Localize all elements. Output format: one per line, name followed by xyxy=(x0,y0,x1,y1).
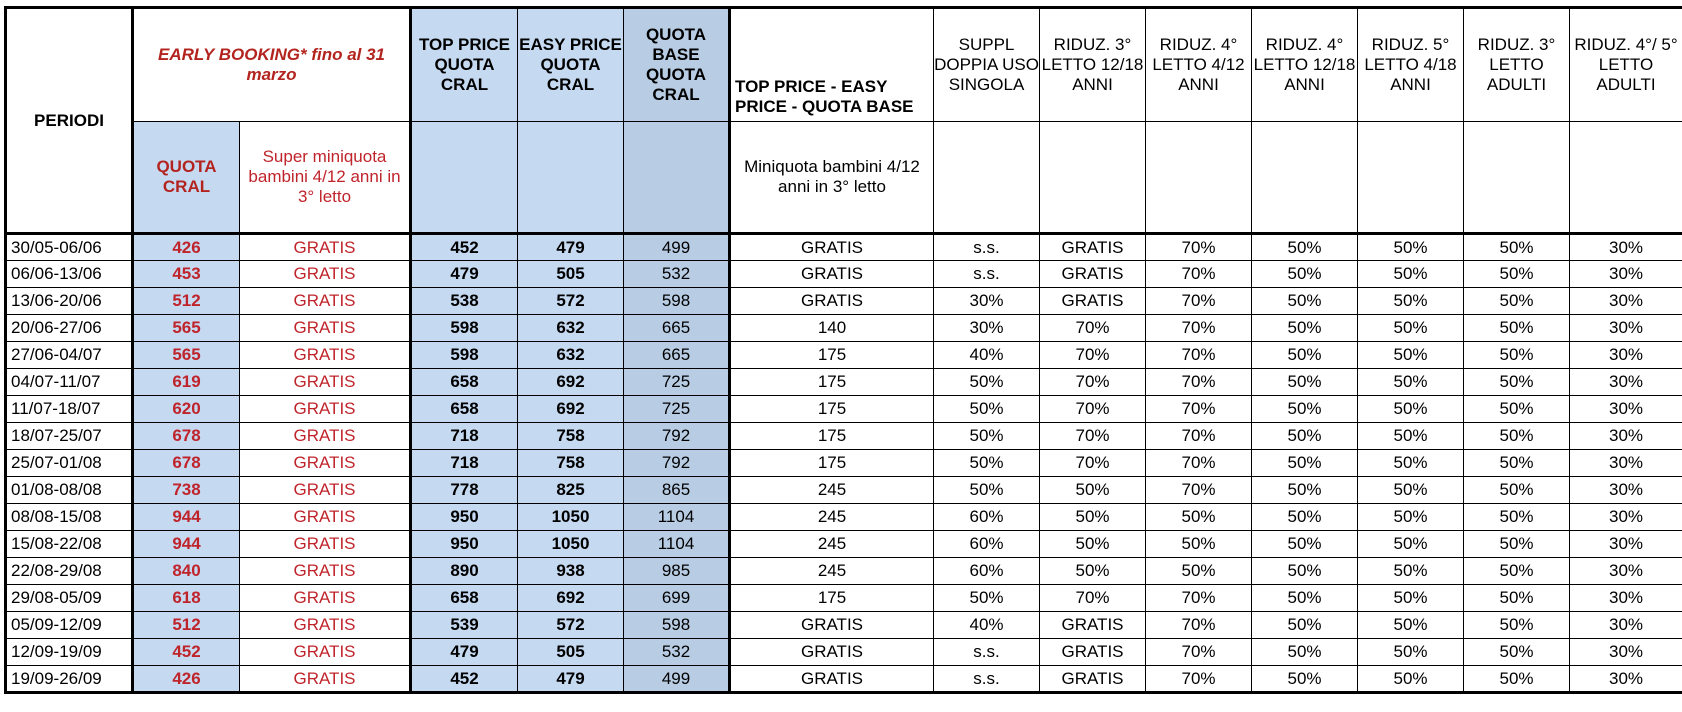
cell-riduz-3-adulti: 50% xyxy=(1464,315,1570,342)
cell-top-price: 890 xyxy=(411,558,518,585)
cell-riduz-5-418: 50% xyxy=(1358,369,1464,396)
cell-riduz-3-1218: 50% xyxy=(1040,531,1146,558)
cell-riduz-4-1218: 50% xyxy=(1252,639,1358,666)
cell-riduz-3-adulti: 50% xyxy=(1464,342,1570,369)
blank-cell xyxy=(1464,122,1570,234)
cell-super-miniquota: GRATIS xyxy=(240,612,411,639)
table-row xyxy=(6,585,1682,612)
cell-easy-price: 758 xyxy=(518,423,624,450)
cell-riduz-4-412: 70% xyxy=(1146,423,1252,450)
cell-easy-price: 505 xyxy=(518,639,624,666)
cell-quota-cral: 678 xyxy=(133,423,240,450)
cell-miniquota: 175 xyxy=(730,450,934,477)
cell-riduz-5-418: 50% xyxy=(1358,612,1464,639)
cell-top-price: 539 xyxy=(411,612,518,639)
col-header-riduz-5-418: RIDUZ. 5° LETTO 4/18 ANNI xyxy=(1358,8,1464,122)
col-header-easy-price: EASY PRICE QUOTA CRAL xyxy=(518,8,624,122)
cell-quota-base: 1104 xyxy=(624,504,730,531)
col-header-miniquota: Miniquota bambini 4/12 anni in 3° letto xyxy=(730,122,934,234)
cell-riduz-3-adulti: 50% xyxy=(1464,558,1570,585)
cell-top-price: 598 xyxy=(411,315,518,342)
cell-miniquota: GRATIS xyxy=(730,234,934,261)
cell-periodo: 06/06-13/06 xyxy=(6,261,133,288)
table-row xyxy=(6,423,1682,450)
cell-quota-base: 665 xyxy=(624,315,730,342)
cell-riduz-3-1218: GRATIS xyxy=(1040,234,1146,261)
cell-riduz-3-1218: 70% xyxy=(1040,396,1146,423)
cell-periodo: 27/06-04/07 xyxy=(6,342,133,369)
table-row xyxy=(6,558,1682,585)
cell-riduz-45-adulti: 30% xyxy=(1570,558,1682,585)
cell-quota-base: 499 xyxy=(624,666,730,693)
blank-cell xyxy=(934,122,1040,234)
cell-riduz-3-adulti: 50% xyxy=(1464,234,1570,261)
cell-riduz-45-adulti: 30% xyxy=(1570,477,1682,504)
cell-easy-price: 692 xyxy=(518,369,624,396)
cell-riduz-45-adulti: 30% xyxy=(1570,612,1682,639)
cell-riduz-3-1218: GRATIS xyxy=(1040,261,1146,288)
cell-quota-base: 532 xyxy=(624,639,730,666)
cell-riduz-4-1218: 50% xyxy=(1252,612,1358,639)
cell-riduz-4-412: 70% xyxy=(1146,342,1252,369)
col-header-periodi: PERIODI xyxy=(6,8,133,234)
cell-riduz-4-412: 70% xyxy=(1146,396,1252,423)
col-header-quota-cral: QUOTA CRAL xyxy=(133,122,240,234)
cell-suppl-doppia: s.s. xyxy=(934,639,1040,666)
table-row xyxy=(6,288,1682,315)
cell-riduz-45-adulti: 30% xyxy=(1570,450,1682,477)
blank-cell xyxy=(1040,122,1146,234)
cell-quota-base: 699 xyxy=(624,585,730,612)
table-row xyxy=(6,315,1682,342)
cell-super-miniquota: GRATIS xyxy=(240,585,411,612)
cell-riduz-5-418: 50% xyxy=(1358,261,1464,288)
cell-periodo: 22/08-29/08 xyxy=(6,558,133,585)
cell-riduz-5-418: 50% xyxy=(1358,288,1464,315)
cell-riduz-3-1218: 70% xyxy=(1040,369,1146,396)
cell-easy-price: 572 xyxy=(518,612,624,639)
cell-suppl-doppia: 60% xyxy=(934,531,1040,558)
cell-riduz-3-1218: GRATIS xyxy=(1040,639,1146,666)
cell-riduz-4-1218: 50% xyxy=(1252,450,1358,477)
col-header-super-miniquota: Super miniquota bambini 4/12 anni in 3° letto xyxy=(240,122,411,234)
cell-riduz-4-1218: 50% xyxy=(1252,234,1358,261)
cell-riduz-3-1218: GRATIS xyxy=(1040,612,1146,639)
cell-miniquota: 140 xyxy=(730,315,934,342)
col-header-suppl-doppia: SUPPL DOPPIA USO SINGOLA xyxy=(934,8,1040,122)
cell-quota-base: 865 xyxy=(624,477,730,504)
cell-riduz-4-412: 70% xyxy=(1146,612,1252,639)
cell-riduz-5-418: 50% xyxy=(1358,234,1464,261)
blank-cell xyxy=(1358,122,1464,234)
cell-miniquota: GRATIS xyxy=(730,288,934,315)
table-row xyxy=(6,234,1682,261)
cell-riduz-45-adulti: 30% xyxy=(1570,261,1682,288)
col-header-riduz-3-adulti: RIDUZ. 3° LETTO ADULTI xyxy=(1464,8,1570,122)
cell-quota-cral: 426 xyxy=(133,234,240,261)
cell-super-miniquota: GRATIS xyxy=(240,342,411,369)
cell-miniquota: GRATIS xyxy=(730,261,934,288)
cell-quota-cral: 426 xyxy=(133,666,240,693)
cell-top-price: 538 xyxy=(411,288,518,315)
cell-riduz-4-1218: 50% xyxy=(1252,558,1358,585)
cell-riduz-3-1218: 70% xyxy=(1040,423,1146,450)
cell-quota-cral: 619 xyxy=(133,369,240,396)
cell-riduz-3-1218: GRATIS xyxy=(1040,666,1146,693)
cell-riduz-3-adulti: 50% xyxy=(1464,531,1570,558)
cell-riduz-4-1218: 50% xyxy=(1252,666,1358,693)
cell-quota-cral: 452 xyxy=(133,639,240,666)
cell-riduz-5-418: 50% xyxy=(1358,342,1464,369)
cell-top-price: 658 xyxy=(411,396,518,423)
cell-riduz-4-412: 70% xyxy=(1146,585,1252,612)
cell-easy-price: 938 xyxy=(518,558,624,585)
cell-riduz-4-412: 50% xyxy=(1146,531,1252,558)
cell-riduz-4-412: 70% xyxy=(1146,261,1252,288)
blank-cell xyxy=(411,122,518,234)
cell-top-price: 950 xyxy=(411,504,518,531)
cell-riduz-3-adulti: 50% xyxy=(1464,369,1570,396)
cell-riduz-5-418: 50% xyxy=(1358,558,1464,585)
cell-periodo: 01/08-08/08 xyxy=(6,477,133,504)
cell-periodo: 12/09-19/09 xyxy=(6,639,133,666)
cell-miniquota: GRATIS xyxy=(730,639,934,666)
cell-quota-cral: 738 xyxy=(133,477,240,504)
cell-quota-base: 665 xyxy=(624,342,730,369)
cell-quota-cral: 565 xyxy=(133,315,240,342)
cell-riduz-5-418: 50% xyxy=(1358,450,1464,477)
table-row xyxy=(6,477,1682,504)
cell-suppl-doppia: s.s. xyxy=(934,234,1040,261)
cell-super-miniquota: GRATIS xyxy=(240,315,411,342)
cell-riduz-4-412: 50% xyxy=(1146,558,1252,585)
cell-top-price: 658 xyxy=(411,369,518,396)
cell-suppl-doppia: 50% xyxy=(934,477,1040,504)
cell-suppl-doppia: s.s. xyxy=(934,666,1040,693)
cell-quota-base: 1104 xyxy=(624,531,730,558)
cell-riduz-3-adulti: 50% xyxy=(1464,288,1570,315)
cell-quota-cral: 453 xyxy=(133,261,240,288)
table-row xyxy=(6,666,1682,693)
cell-riduz-4-412: 70% xyxy=(1146,639,1252,666)
cell-quota-cral: 618 xyxy=(133,585,240,612)
cell-super-miniquota: GRATIS xyxy=(240,261,411,288)
cell-quota-cral: 565 xyxy=(133,342,240,369)
cell-quota-cral: 944 xyxy=(133,531,240,558)
cell-quota-base: 598 xyxy=(624,288,730,315)
cell-riduz-3-adulti: 50% xyxy=(1464,585,1570,612)
cell-riduz-45-adulti: 30% xyxy=(1570,342,1682,369)
cell-riduz-4-1218: 50% xyxy=(1252,477,1358,504)
cell-miniquota: 175 xyxy=(730,423,934,450)
cell-super-miniquota: GRATIS xyxy=(240,234,411,261)
cell-periodo: 29/08-05/09 xyxy=(6,585,133,612)
cell-riduz-3-1218: 70% xyxy=(1040,450,1146,477)
cell-miniquota: 245 xyxy=(730,531,934,558)
cell-miniquota: 245 xyxy=(730,504,934,531)
col-header-riduz-4-1218: RIDUZ. 4° LETTO 12/18 ANNI xyxy=(1252,8,1358,122)
cell-suppl-doppia: 60% xyxy=(934,504,1040,531)
cell-riduz-5-418: 50% xyxy=(1358,423,1464,450)
cell-riduz-3-1218: 70% xyxy=(1040,585,1146,612)
cell-quota-base: 792 xyxy=(624,423,730,450)
cell-riduz-3-adulti: 50% xyxy=(1464,504,1570,531)
col-header-top-easy-base: TOP PRICE - EASY PRICE - QUOTA BASE xyxy=(730,8,934,122)
cell-suppl-doppia: 50% xyxy=(934,585,1040,612)
cell-suppl-doppia: 50% xyxy=(934,423,1040,450)
cell-riduz-5-418: 50% xyxy=(1358,639,1464,666)
cell-riduz-4-1218: 50% xyxy=(1252,396,1358,423)
cell-suppl-doppia: 40% xyxy=(934,612,1040,639)
cell-periodo: 19/09-26/09 xyxy=(6,666,133,693)
cell-quota-base: 792 xyxy=(624,450,730,477)
cell-suppl-doppia: 50% xyxy=(934,396,1040,423)
cell-riduz-3-1218: 50% xyxy=(1040,558,1146,585)
cell-riduz-4-412: 50% xyxy=(1146,504,1252,531)
cell-super-miniquota: GRATIS xyxy=(240,450,411,477)
cell-periodo: 04/07-11/07 xyxy=(6,369,133,396)
cell-miniquota: 245 xyxy=(730,477,934,504)
cell-riduz-4-1218: 50% xyxy=(1252,531,1358,558)
cell-top-price: 658 xyxy=(411,585,518,612)
table-row xyxy=(6,396,1682,423)
cell-super-miniquota: GRATIS xyxy=(240,423,411,450)
cell-easy-price: 825 xyxy=(518,477,624,504)
cell-top-price: 452 xyxy=(411,666,518,693)
cell-top-price: 452 xyxy=(411,234,518,261)
cell-miniquota: GRATIS xyxy=(730,612,934,639)
blank-cell xyxy=(624,122,730,234)
cell-easy-price: 632 xyxy=(518,315,624,342)
cell-riduz-4-1218: 50% xyxy=(1252,423,1358,450)
cell-easy-price: 479 xyxy=(518,666,624,693)
cell-riduz-45-adulti: 30% xyxy=(1570,369,1682,396)
col-header-top-price: TOP PRICE QUOTA CRAL xyxy=(411,8,518,122)
cell-riduz-45-adulti: 30% xyxy=(1570,666,1682,693)
cell-riduz-5-418: 50% xyxy=(1358,477,1464,504)
cell-quota-base: 598 xyxy=(624,612,730,639)
blank-cell xyxy=(1252,122,1358,234)
cell-top-price: 598 xyxy=(411,342,518,369)
cell-riduz-5-418: 50% xyxy=(1358,666,1464,693)
cell-riduz-5-418: 50% xyxy=(1358,504,1464,531)
cell-riduz-5-418: 50% xyxy=(1358,315,1464,342)
cell-riduz-45-adulti: 30% xyxy=(1570,288,1682,315)
table-row xyxy=(6,639,1682,666)
cell-riduz-3-1218: 70% xyxy=(1040,342,1146,369)
cell-periodo: 05/09-12/09 xyxy=(6,612,133,639)
cell-riduz-3-adulti: 50% xyxy=(1464,396,1570,423)
cell-easy-price: 632 xyxy=(518,342,624,369)
cell-riduz-45-adulti: 30% xyxy=(1570,639,1682,666)
cell-top-price: 718 xyxy=(411,423,518,450)
cell-suppl-doppia: 40% xyxy=(934,342,1040,369)
cell-quota-cral: 840 xyxy=(133,558,240,585)
cell-riduz-45-adulti: 30% xyxy=(1570,234,1682,261)
cell-riduz-3-1218: 50% xyxy=(1040,504,1146,531)
cell-quota-cral: 944 xyxy=(133,504,240,531)
cell-riduz-3-adulti: 50% xyxy=(1464,450,1570,477)
cell-riduz-45-adulti: 30% xyxy=(1570,504,1682,531)
cell-riduz-4-1218: 50% xyxy=(1252,288,1358,315)
cell-riduz-3-1218: GRATIS xyxy=(1040,288,1146,315)
col-header-riduz-4-412: RIDUZ. 4° LETTO 4/12 ANNI xyxy=(1146,8,1252,122)
table-row xyxy=(6,450,1682,477)
col-header-quota-base: QUOTA BASE QUOTA CRAL xyxy=(624,8,730,122)
cell-miniquota: 175 xyxy=(730,585,934,612)
cell-riduz-3-adulti: 50% xyxy=(1464,477,1570,504)
cell-easy-price: 758 xyxy=(518,450,624,477)
table-row xyxy=(6,261,1682,288)
cell-top-price: 778 xyxy=(411,477,518,504)
cell-quota-base: 499 xyxy=(624,234,730,261)
blank-cell xyxy=(518,122,624,234)
cell-periodo: 11/07-18/07 xyxy=(6,396,133,423)
cell-suppl-doppia: 30% xyxy=(934,315,1040,342)
cell-miniquota: GRATIS xyxy=(730,666,934,693)
cell-riduz-45-adulti: 30% xyxy=(1570,396,1682,423)
cell-suppl-doppia: s.s. xyxy=(934,261,1040,288)
cell-miniquota: 175 xyxy=(730,342,934,369)
cell-periodo: 30/05-06/06 xyxy=(6,234,133,261)
cell-super-miniquota: GRATIS xyxy=(240,288,411,315)
cell-easy-price: 505 xyxy=(518,261,624,288)
cell-riduz-45-adulti: 30% xyxy=(1570,585,1682,612)
blank-cell xyxy=(1146,122,1252,234)
table-row xyxy=(6,342,1682,369)
cell-super-miniquota: GRATIS xyxy=(240,504,411,531)
cell-super-miniquota: GRATIS xyxy=(240,531,411,558)
cell-top-price: 718 xyxy=(411,450,518,477)
cell-riduz-3-adulti: 50% xyxy=(1464,261,1570,288)
cell-riduz-45-adulti: 30% xyxy=(1570,531,1682,558)
cell-riduz-4-412: 70% xyxy=(1146,369,1252,396)
cell-easy-price: 1050 xyxy=(518,504,624,531)
cell-riduz-4-1218: 50% xyxy=(1252,369,1358,396)
cell-periodo: 15/08-22/08 xyxy=(6,531,133,558)
cell-miniquota: 245 xyxy=(730,558,934,585)
cell-periodo: 18/07-25/07 xyxy=(6,423,133,450)
cell-riduz-4-1218: 50% xyxy=(1252,585,1358,612)
cell-riduz-4-412: 70% xyxy=(1146,234,1252,261)
table-row xyxy=(6,504,1682,531)
cell-easy-price: 1050 xyxy=(518,531,624,558)
cell-quota-cral: 512 xyxy=(133,612,240,639)
cell-riduz-4-412: 70% xyxy=(1146,288,1252,315)
table-body xyxy=(6,234,1682,693)
blank-cell xyxy=(1570,122,1682,234)
table-row xyxy=(6,369,1682,396)
cell-super-miniquota: GRATIS xyxy=(240,396,411,423)
cell-miniquota: 175 xyxy=(730,369,934,396)
cell-riduz-3-1218: 70% xyxy=(1040,315,1146,342)
cell-quota-cral: 620 xyxy=(133,396,240,423)
price-table xyxy=(4,6,1682,694)
cell-periodo: 20/06-27/06 xyxy=(6,315,133,342)
cell-riduz-4-412: 70% xyxy=(1146,450,1252,477)
cell-easy-price: 692 xyxy=(518,585,624,612)
col-header-riduz-3-1218: RIDUZ. 3° LETTO 12/18 ANNI xyxy=(1040,8,1146,122)
cell-riduz-4-412: 70% xyxy=(1146,477,1252,504)
cell-quota-cral: 512 xyxy=(133,288,240,315)
cell-suppl-doppia: 60% xyxy=(934,558,1040,585)
cell-suppl-doppia: 50% xyxy=(934,450,1040,477)
cell-riduz-45-adulti: 30% xyxy=(1570,315,1682,342)
cell-riduz-3-adulti: 50% xyxy=(1464,666,1570,693)
cell-riduz-3-adulti: 50% xyxy=(1464,639,1570,666)
cell-quota-base: 532 xyxy=(624,261,730,288)
cell-riduz-3-adulti: 50% xyxy=(1464,423,1570,450)
cell-quota-base: 725 xyxy=(624,369,730,396)
cell-miniquota: 175 xyxy=(730,396,934,423)
cell-super-miniquota: GRATIS xyxy=(240,558,411,585)
table-row xyxy=(6,531,1682,558)
cell-riduz-5-418: 50% xyxy=(1358,585,1464,612)
cell-riduz-4-412: 70% xyxy=(1146,315,1252,342)
cell-super-miniquota: GRATIS xyxy=(240,666,411,693)
cell-super-miniquota: GRATIS xyxy=(240,639,411,666)
cell-super-miniquota: GRATIS xyxy=(240,369,411,396)
cell-riduz-5-418: 50% xyxy=(1358,396,1464,423)
cell-top-price: 950 xyxy=(411,531,518,558)
cell-super-miniquota: GRATIS xyxy=(240,477,411,504)
col-header-riduz-45-adulti: RIDUZ. 4°/ 5° LETTO ADULTI xyxy=(1570,8,1682,122)
col-header-early-booking: EARLY BOOKING* fino al 31 marzo xyxy=(133,8,411,122)
cell-riduz-5-418: 50% xyxy=(1358,531,1464,558)
table-row xyxy=(6,612,1682,639)
cell-quota-base: 725 xyxy=(624,396,730,423)
cell-riduz-4-1218: 50% xyxy=(1252,315,1358,342)
cell-riduz-4-1218: 50% xyxy=(1252,504,1358,531)
cell-suppl-doppia: 50% xyxy=(934,369,1040,396)
cell-quota-cral: 678 xyxy=(133,450,240,477)
cell-suppl-doppia: 30% xyxy=(934,288,1040,315)
cell-top-price: 479 xyxy=(411,639,518,666)
cell-periodo: 13/06-20/06 xyxy=(6,288,133,315)
cell-riduz-4-1218: 50% xyxy=(1252,342,1358,369)
cell-riduz-45-adulti: 30% xyxy=(1570,423,1682,450)
cell-quota-base: 985 xyxy=(624,558,730,585)
cell-riduz-3-1218: 50% xyxy=(1040,477,1146,504)
cell-riduz-4-1218: 50% xyxy=(1252,261,1358,288)
cell-riduz-3-adulti: 50% xyxy=(1464,612,1570,639)
cell-periodo: 25/07-01/08 xyxy=(6,450,133,477)
cell-periodo: 08/08-15/08 xyxy=(6,504,133,531)
cell-top-price: 479 xyxy=(411,261,518,288)
cell-easy-price: 572 xyxy=(518,288,624,315)
cell-riduz-4-412: 70% xyxy=(1146,666,1252,693)
cell-easy-price: 692 xyxy=(518,396,624,423)
cell-easy-price: 479 xyxy=(518,234,624,261)
